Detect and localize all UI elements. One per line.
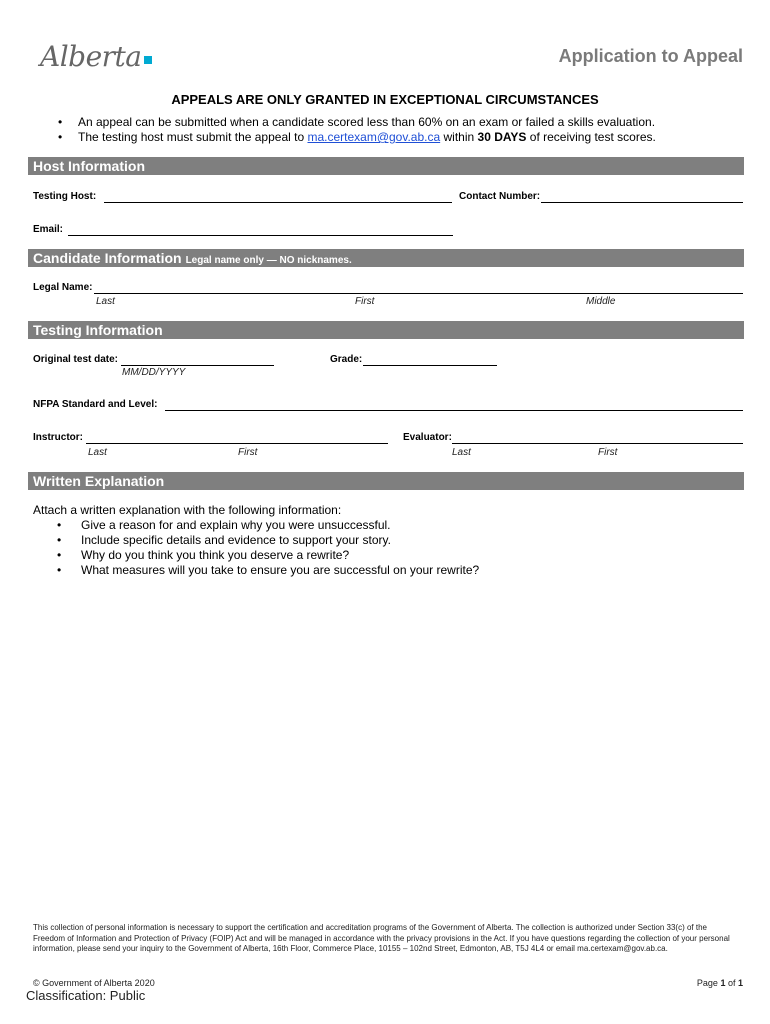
classification-label: Classification: Public	[26, 988, 146, 1003]
privacy-notice: This collection of personal information is necessary to support the certification and accreditation programs of the Government of Alberta. The collection is authorized under Section 33(c) of the Freedom of Information and Protection of Privacy (FOIP) Act and will be managed in accordance with the privacy provisions in the Act. If you have questions regarding the collection of your personal information, please send your inquiry to the Government of Alberta, 16th Floor, Commerce Place, 10155 – 102nd Street, Edmonton, AB, T5J 4L4 or email ma.certexam@gov.ab.ca.	[33, 923, 730, 953]
alberta-logo	[40, 40, 152, 73]
written-item-1: • Give a reason for and explain why you were unsuccessful.	[33, 518, 479, 533]
intro-bullet-2: • The testing host must submit the appeal to ma.certexam@gov.ab.ca within 30 DAYS of receiving test scores.	[58, 130, 656, 145]
written-intro: Attach a written explanation with the following information:	[33, 503, 342, 517]
grade-field[interactable]	[363, 365, 497, 366]
nfpa-field[interactable]	[165, 410, 743, 411]
copyright: © Government of Alberta 2020	[33, 978, 155, 988]
written-item-4: • What measures will you take to ensure you are successful on your rewrite?	[33, 563, 479, 578]
page-number: Page 1 of 1	[696, 978, 743, 988]
intro-bullet-1: • An appeal can be submitted when a candidate scored less than 60% on an exam or failed a skills evaluation.	[58, 115, 656, 130]
email-field[interactable]	[68, 235, 453, 236]
grade-label: Grade:	[330, 354, 363, 365]
host-section-header: Host Information	[28, 157, 744, 175]
testing-section-header: Testing Information	[28, 321, 744, 339]
appeal-banner: APPEALS ARE ONLY GRANTED IN EXCEPTIONAL CIRCUMSTANCES	[171, 92, 599, 107]
logo-square-icon	[144, 56, 152, 64]
evaluator-hint-first: First	[598, 447, 618, 458]
candidate-section-header: Candidate Information Legal name only — NO nicknames.	[28, 249, 744, 267]
legal-name-label: Legal Name:	[33, 282, 93, 293]
date-format-hint: MM/DD/YYYY	[122, 367, 186, 378]
written-item-2: • Include specific details and evidence to support your story.	[33, 533, 479, 548]
hint-last: Last	[96, 296, 115, 307]
email-link[interactable]: ma.certexam@gov.ab.ca	[307, 130, 441, 144]
email-label: Email:	[33, 224, 64, 235]
test-date-label: Original test date:	[33, 354, 119, 365]
intro-bullets	[58, 115, 656, 145]
written-section-header: Written Explanation	[28, 472, 744, 490]
instructor-field[interactable]	[86, 443, 388, 444]
hint-first: First	[355, 296, 375, 307]
instructor-hint-first: First	[238, 447, 258, 458]
logo-text: Alberta	[40, 40, 142, 73]
testing-host-label: Testing Host:	[33, 191, 97, 202]
instructor-label: Instructor:	[33, 432, 83, 443]
evaluator-label: Evaluator:	[403, 432, 452, 443]
candidate-subheading: Legal name only — NO nicknames.	[185, 255, 352, 266]
document-title: Application to Appeal	[558, 46, 743, 66]
testing-host-field[interactable]	[104, 202, 452, 203]
evaluator-hint-last: Last	[452, 447, 471, 458]
test-date-field[interactable]	[121, 365, 274, 366]
contact-number-field[interactable]	[541, 202, 743, 203]
nfpa-label: NFPA Standard and Level:	[33, 399, 158, 410]
thirty-days-text: 30 DAYS	[477, 130, 527, 144]
legal-name-field[interactable]	[94, 293, 743, 294]
written-item-3: • Why do you think you think you deserve a rewrite?	[33, 548, 479, 563]
instructor-hint-last: Last	[88, 447, 107, 458]
written-instructions	[33, 503, 479, 578]
hint-middle: Middle	[586, 296, 616, 307]
evaluator-field[interactable]	[452, 443, 743, 444]
contact-number-label: Contact Number:	[459, 191, 541, 202]
